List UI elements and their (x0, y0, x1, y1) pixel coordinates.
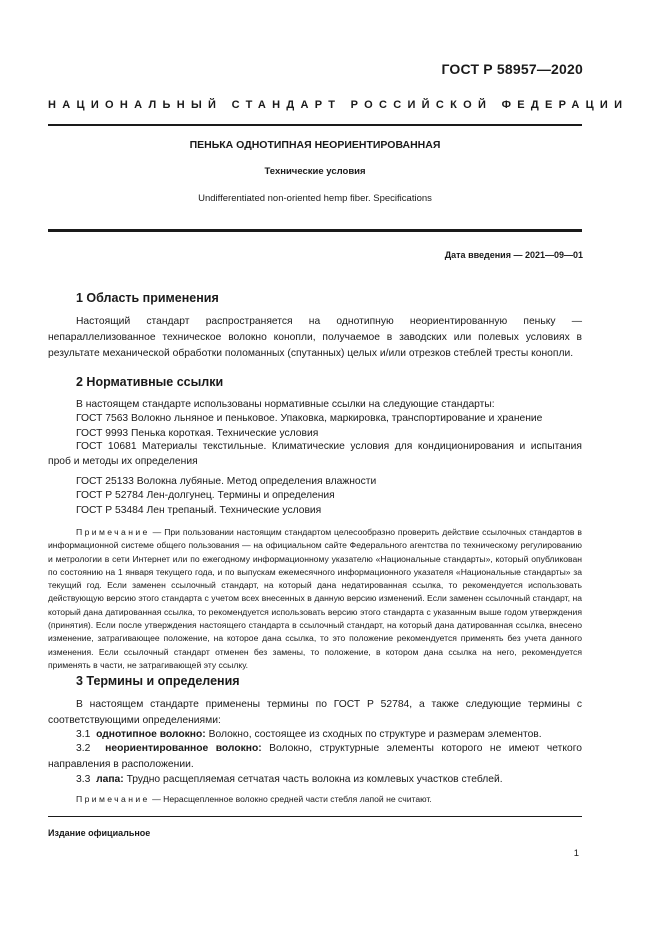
footer-divider (48, 816, 582, 817)
term-name: однотипное волокно: (96, 729, 206, 740)
term-number: 3.2 (76, 743, 91, 754)
term-number: 3.1 (76, 729, 91, 740)
reference-item: ГОСТ 25133 Волокна лубяные. Метод определения влажности (76, 476, 377, 487)
standard-number: ГОСТ Р 58957—2020 (441, 61, 583, 77)
introduction-date: Дата введения — 2021—09—01 (444, 250, 583, 260)
reference-item: ГОСТ 7563 Волокно льняное и пеньковое. Упаковка, маркировка, транспортирование и хранение (76, 413, 543, 424)
note-label: Примечание (76, 527, 150, 537)
section-3-note (48, 793, 582, 806)
section-1-text: Настоящий стандарт распространяется на однотипную неориентированную пеньку — непараллелизованное техническое волокно конопли, получаемое в заводских или полевых условиях в результате механической обработки поломанных (спутанных) целых и/или отрезков стеблей тресты конопли. (48, 316, 582, 359)
term-definition (48, 741, 582, 773)
section-2-note (48, 526, 582, 672)
term-name: лапа: (96, 774, 124, 785)
title-divider (48, 229, 582, 232)
note-text: — При пользовании настоящим стандартом целесообразно проверить действие ссылочных стандартов в информационной системе общего пользования — на официальном сайте Федерального агентства по техническому регулированию и метрологии в сети Интернет или по ежегодному информационному указателю «Национальные стандарты», который опубликован по состоянию на 1 января текущего года, и по выпускам ежемесячного информационного указателя «Национальные стандарты» за текущий год. Если заменен ссылочный стандарт, на который дана недатированная ссылка, то рекомендуется использовать действующую версию этого стандарта с учетом всех внесенных в данную версию изменений. Если заменен ссылочный стандарт, на который дана датированная ссылка, то рекомендуется использовать версию этого стандарта с указанным выше годом утверждения (принятия). Если после утверждения настоящего стандарта в ссылочный стандарт, на который дана датированная ссылка, внесено изменение, затрагивающее положение, на которое дана ссылка, то это положение рекомендуется применять без учета данного изменения. Если ссылочный стандарт отменен без замены, то положение, в котором дана ссылка на него, рекомендуется применять в части, не затрагивающей эту ссылку. (48, 527, 582, 670)
section-3-intro-block (48, 697, 582, 729)
top-divider (48, 124, 582, 126)
section-3-intro: В настоящем стандарте применены термины по ГОСТ Р 52784, а также следующие термины с соответствующими определениями: (48, 699, 582, 726)
term-definition (76, 729, 542, 740)
section-1-heading: 1 Область применения (76, 291, 219, 305)
reference-item-wrapped (48, 439, 582, 469)
reference-item: ГОСТ 10681 Материалы текстильные. Климатические условия для кондиционирования и испытания проб и методы их определения (48, 441, 582, 467)
english-title: Undifferentiated non-oriented hemp fiber. Specifications (198, 193, 432, 204)
document-subtitle: Технические условия (264, 166, 366, 177)
document-title: ПЕНЬКА ОДНОТИПНАЯ НЕОРИЕНТИРОВАННАЯ (189, 139, 441, 151)
term-number: 3.3 (76, 774, 91, 785)
section-2-heading: 2 Нормативные ссылки (76, 375, 224, 389)
term-definition-text: Волокно, структурные элементы которого не имеют четкого направления в расположении. (48, 743, 582, 770)
section-3-heading: 3 Термины и определения (76, 674, 240, 688)
edition-label: Издание официальное (48, 828, 151, 838)
term-definition-text: Трудно расщепляемая сетчатая часть волокна из комлевых участков стеблей. (123, 774, 503, 785)
reference-item: ГОСТ 9993 Пенька короткая. Технические условия (76, 428, 319, 439)
national-standard-banner: НАЦИОНАЛЬНЫЙ СТАНДАРТ РОССИЙСКОЙ ФЕДЕРАЦИИ (48, 99, 629, 111)
reference-item: ГОСТ Р 53484 Лен трепаный. Технические условия (76, 505, 322, 516)
section-2-intro: В настоящем стандарте использованы нормативные ссылки на следующие стандарты: (76, 399, 495, 410)
page-number: 1 (573, 848, 579, 859)
note-label: Примечание (76, 794, 150, 804)
section-1-body (48, 314, 582, 362)
term-name: неориентированное волокно: (105, 743, 262, 754)
note-text: — Нерасщепленное волокно средней части стебля лапой не считают. (149, 794, 432, 804)
term-definition (76, 774, 503, 785)
reference-item: ГОСТ Р 52784 Лен-долгунец. Термины и определения (76, 490, 335, 501)
term-definition-text: Волокно, состоящее из сходных по структуре и размерам элементов. (205, 729, 542, 740)
